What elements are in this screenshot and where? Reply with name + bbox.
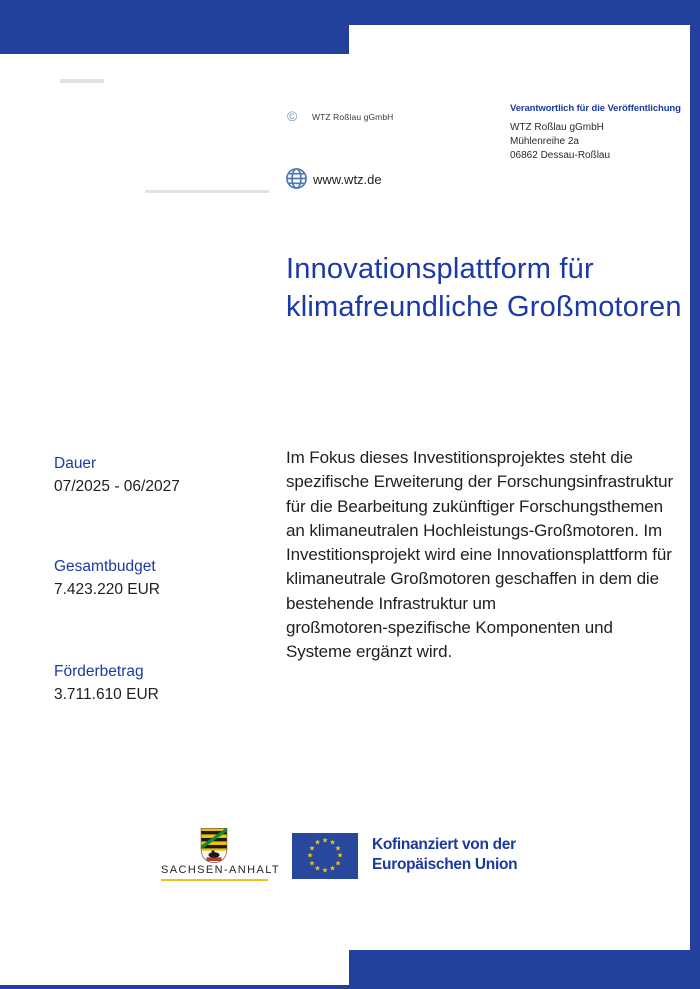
copyright-icon: ©: [287, 108, 298, 124]
eu-flag-star: ★: [334, 845, 342, 852]
sachsen-anhalt-coat-of-arms: [200, 827, 228, 864]
eu-cofunding-label: [372, 835, 517, 874]
address-line: WTZ Roßlau gGmbH: [510, 122, 604, 133]
eu-flag-star: ★: [308, 845, 316, 852]
bottom-right-block-bar: [349, 950, 700, 989]
eu-flag-star: ★: [306, 852, 314, 860]
description-line: an klimaneutralen Hochleistungs-Großmotoren. Im: [286, 520, 663, 540]
address-line: 06862 Dessau-Roßlau: [510, 150, 611, 161]
eu-flag-star: ★: [314, 839, 321, 847]
website-link[interactable]: www.wtz.de: [313, 172, 382, 187]
fact-label: Gesamtbudget: [54, 558, 156, 575]
fact-label: Dauer: [54, 455, 97, 472]
eu-flag-star: ★: [308, 860, 316, 867]
description-line: Investitionsprojekt wird eine Innovationsplattform für: [286, 545, 672, 565]
address-block: [510, 121, 610, 163]
fact-value: 07/2025 - 06/2027: [54, 478, 180, 495]
top-left-block-bar: [0, 0, 349, 54]
scan-artifact: [60, 79, 104, 83]
sachsen-anhalt-underline: [161, 879, 268, 881]
eu-flag-star: ★: [334, 860, 342, 867]
fact-value: 3.711.610 EUR: [54, 686, 159, 703]
description-line: Im Fokus dieses Investitionsprojektes steht die: [286, 448, 633, 467]
description-line: klimaneutrale Großmotoren geschaffen in dem die: [286, 569, 659, 589]
globe-icon: [285, 167, 308, 190]
bottom-strip-bar: [0, 985, 700, 989]
page-title: [286, 250, 682, 326]
eu-flag-star: ★: [314, 865, 321, 873]
fact-value: 7.423.220 EUR: [54, 581, 160, 598]
sachsen-anhalt-label: SACHSEN-ANHALT: [161, 864, 281, 876]
description-line: bestehende Infrastruktur um: [286, 593, 496, 613]
eu-flag-star: ★: [321, 837, 329, 845]
copyright-text: WTZ Roßlau gGmbH: [312, 112, 394, 122]
fact-gesamtbudget: [54, 555, 274, 601]
description-line: für die Bearbeitung zukünftiger Forschungsthemen: [286, 496, 663, 516]
eu-cofunding-line: Kofinanziert von der: [372, 836, 516, 853]
address-line: Mühlenreihe 2a: [510, 136, 579, 147]
page-title-line: Innovationsplattform für: [286, 253, 594, 285]
description-line: spezifische Erweiterung der Forschungsinfrastruktur: [286, 472, 674, 492]
fact-label: Förderbetrag: [54, 663, 144, 680]
eu-flag-star: ★: [329, 839, 336, 847]
eu-cofunding-line: Europäischen Union: [372, 855, 518, 873]
description-line: großmotoren-spezifische Komponenten und: [286, 618, 613, 638]
project-description: [286, 446, 700, 665]
scan-artifact: [145, 190, 269, 193]
eu-flag: [292, 833, 358, 879]
fact-foerderbetrag: [54, 660, 274, 706]
fact-dauer: [54, 452, 274, 498]
description-line: Systeme ergänzt wird.: [286, 642, 453, 662]
eu-flag-star: ★: [321, 867, 329, 875]
eu-flag-star: ★: [329, 865, 336, 873]
responsible-heading: Verantwortlich für die Veröffentlichung: [510, 103, 681, 114]
eu-flag-star: ★: [336, 852, 344, 860]
page-title-line: klimafreundliche Großmotoren: [286, 291, 682, 323]
